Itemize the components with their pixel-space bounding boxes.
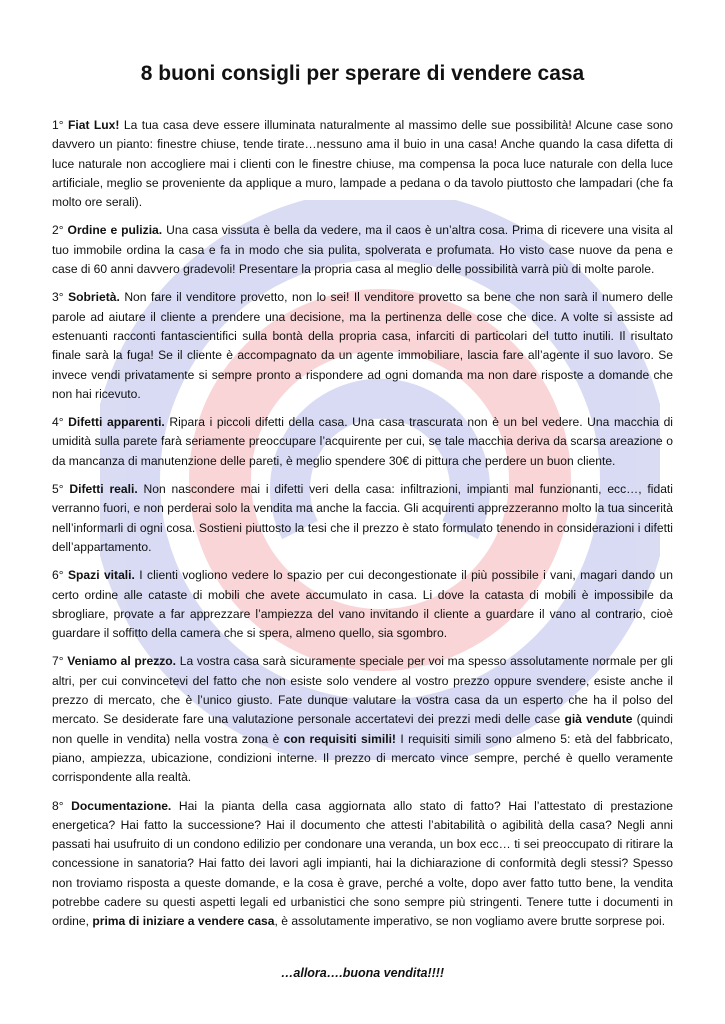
tip-number: 7° xyxy=(52,654,64,669)
tip-heading: Difetti apparenti. xyxy=(68,415,165,430)
tip-number: 4° xyxy=(52,415,64,430)
tip-number: 6° xyxy=(52,568,64,583)
tips-list xyxy=(52,116,673,932)
tip-text: I clienti vogliono vedere lo spazio per cui decongestionate il più possibile i vani, magari dando un certo ordine alle cataste di mobili che avete accumulato in casa. Li dove la catasta di mobili è impossibile da sbrogliare, provate a far apprezzare l’ampiezza del vano invitando il cliente a guardare il vano al contrario, cioè guardare il soffitto della camera che si spera, almeno quello, sia sgombro. xyxy=(52,568,673,641)
tip-text: Hai la pianta della casa aggiornata allo stato di fatto? Hai l’attestato di prestazione energetica? Hai fatto la successione? Hai il documento che attesti l’abitabilità o agibilità della casa? Negli anni passati hai usufruito di un condono edilizio per condonare una veranda, un box ecc… ti sei preoccupato di ritirare la concessione in sanatoria? Hai fatto dei lavori agli impianti, hai la dichiarazione di conformità degli stessi? Spesso non troviamo risposta a queste domande, e la cosa è grave, perché a volte, dopo aver fatto tutto bene, la vendita potrebbe cadere su questi aspetti legali ed urbanistici che sono sempre più stringenti. Tenere tutte i documenti in ordine, xyxy=(52,798,673,929)
tip-number: 8° xyxy=(52,798,64,813)
closing-line: …allora….buona vendita!!!! xyxy=(280,965,445,980)
page-title: 8 buoni consigli per sperare di vendere casa xyxy=(140,62,585,85)
tip-number: 2° xyxy=(52,223,64,238)
tip-paragraph xyxy=(52,288,673,404)
tip-text: Ripara i piccoli difetti della casa. Una casa trascurata non è un bel vedere. Una macchia di umidità sulla parete farà seriamente preoccupare l’acquirente per cui, se tale macchia deriva da scarsa areazione o da mancanza di manutenzione delle pareti, è meglio spendere 30€ di pittura che perdere un buon cliente. xyxy=(52,415,673,468)
tip-text: La vostra casa sarà sicuramente speciale per voi ma spesso assolutamente normale per gli altri, per cui convincetevi del fatto che non esiste solo vendere al vostro prezzo oppure svendere, esiste anche il prezzo di mercato, che è l’unico giusto. Fate dunque valutare la vostra casa da un esperto che ha il polso del mercato. Se desiderate fare una valutazione personale accertatevi dei prezzi medi delle case xyxy=(52,654,673,727)
tip-number: 3° xyxy=(52,290,64,305)
tip-number: 1° xyxy=(52,118,64,132)
tip-text: Non fare il venditore provetto, non lo sei! Il venditore provetto sa bene che non sarà il numero delle parole ad aiutare il cliente a prendere una decisione, ma la pertinenza delle cose che dice. A volte si assiste ad estenuanti racconti fantascientifici sulla bontà della propria casa, infarciti di particolari del tutto inutili. Il risultato finale sarà la fuga! Se il cliente è accompagnato da un agente immobiliare, lascia fare all’agente il suo lavoro. Se invece vendi privatamente si sempre pronto a rispondere ad ogni domanda ma non dare risposte a domande che non hai ricevuto. xyxy=(52,290,673,401)
tip-emphasis: prima di iniziare a vendere casa xyxy=(92,914,275,929)
tip-paragraph xyxy=(52,480,673,557)
tip-text: La tua casa deve essere illuminata naturalmente al massimo delle sue possibilità! Alcune case sono davvero un pianto: finestre chiuse, tende tirate…nessuno ama il buio in una casa! Anche quando la casa difetta di luce naturale non accogliere mai i clienti con le finestre chiuse, ma compensa la poca luce naturale con della luce artificiale, meglio se proveniente da applique a muro, lampade a pedana o da tavolo piuttosto che lampadari (che fa molto ore serali). xyxy=(52,118,673,210)
tip-paragraph xyxy=(52,221,673,279)
tip-number: 5° xyxy=(52,482,64,497)
tip-text: , è assolutamente imperativo, se non vogliamo avere brutte sorprese poi. xyxy=(274,914,666,929)
tip-emphasis: già vendute xyxy=(564,712,633,727)
tip-heading: Spazi vitali. xyxy=(67,568,135,583)
tip-heading: Veniamo al prezzo. xyxy=(67,654,177,669)
tip-emphasis: con requisiti simili! xyxy=(283,731,396,746)
tip-heading: Difetti reali. xyxy=(69,482,138,497)
tip-paragraph xyxy=(52,652,673,787)
tip-paragraph xyxy=(52,566,673,643)
tip-paragraph xyxy=(52,797,673,932)
tip-text: Non nascondere mai i difetti veri della casa: infiltrazioni, impianti mal funzionanti, ecc…, fidati verranno fuori, e non perderai solo la vendita ma anche la faccia. Gli acquirenti apprezzeranno molto la tua sincerità nell’informarli di ogni cosa. Sostieni piuttosto la tesi che il prezzo è stato formulato tenendo in considerazioni i difetti dell’appartamento. xyxy=(52,482,673,554)
tip-heading: Documentazione. xyxy=(71,798,172,813)
tip-text: I requisiti simili sono almeno 5: età del fabbricato, piano, ampiezza, ubicazione, condizioni interne. Il prezzo di mercato vince sempre, perché è quello veramente corrispondente alla realtà. xyxy=(52,731,673,785)
tip-paragraph xyxy=(52,116,673,212)
tip-heading: Sobrietà. xyxy=(68,290,120,305)
tip-text: (quindi non quelle in vendita) nella vostra zona è xyxy=(52,712,673,746)
tip-text: Una casa vissuta è bella da vedere, ma il caos è un’altra cosa. Prima di ricevere una visita al tuo immobile ordina la casa e fa in modo che sia pulita, spolverata e profumata. Ho visto case nuove da pena e case di 60 anni davvero gradevoli! Presentare la propria casa al meglio delle possibilità varrà più di molte parole. xyxy=(52,223,673,277)
tip-paragraph xyxy=(52,413,673,471)
tip-heading: Ordine e pulizia. xyxy=(67,223,163,238)
tip-heading: Fiat Lux! xyxy=(67,118,120,132)
